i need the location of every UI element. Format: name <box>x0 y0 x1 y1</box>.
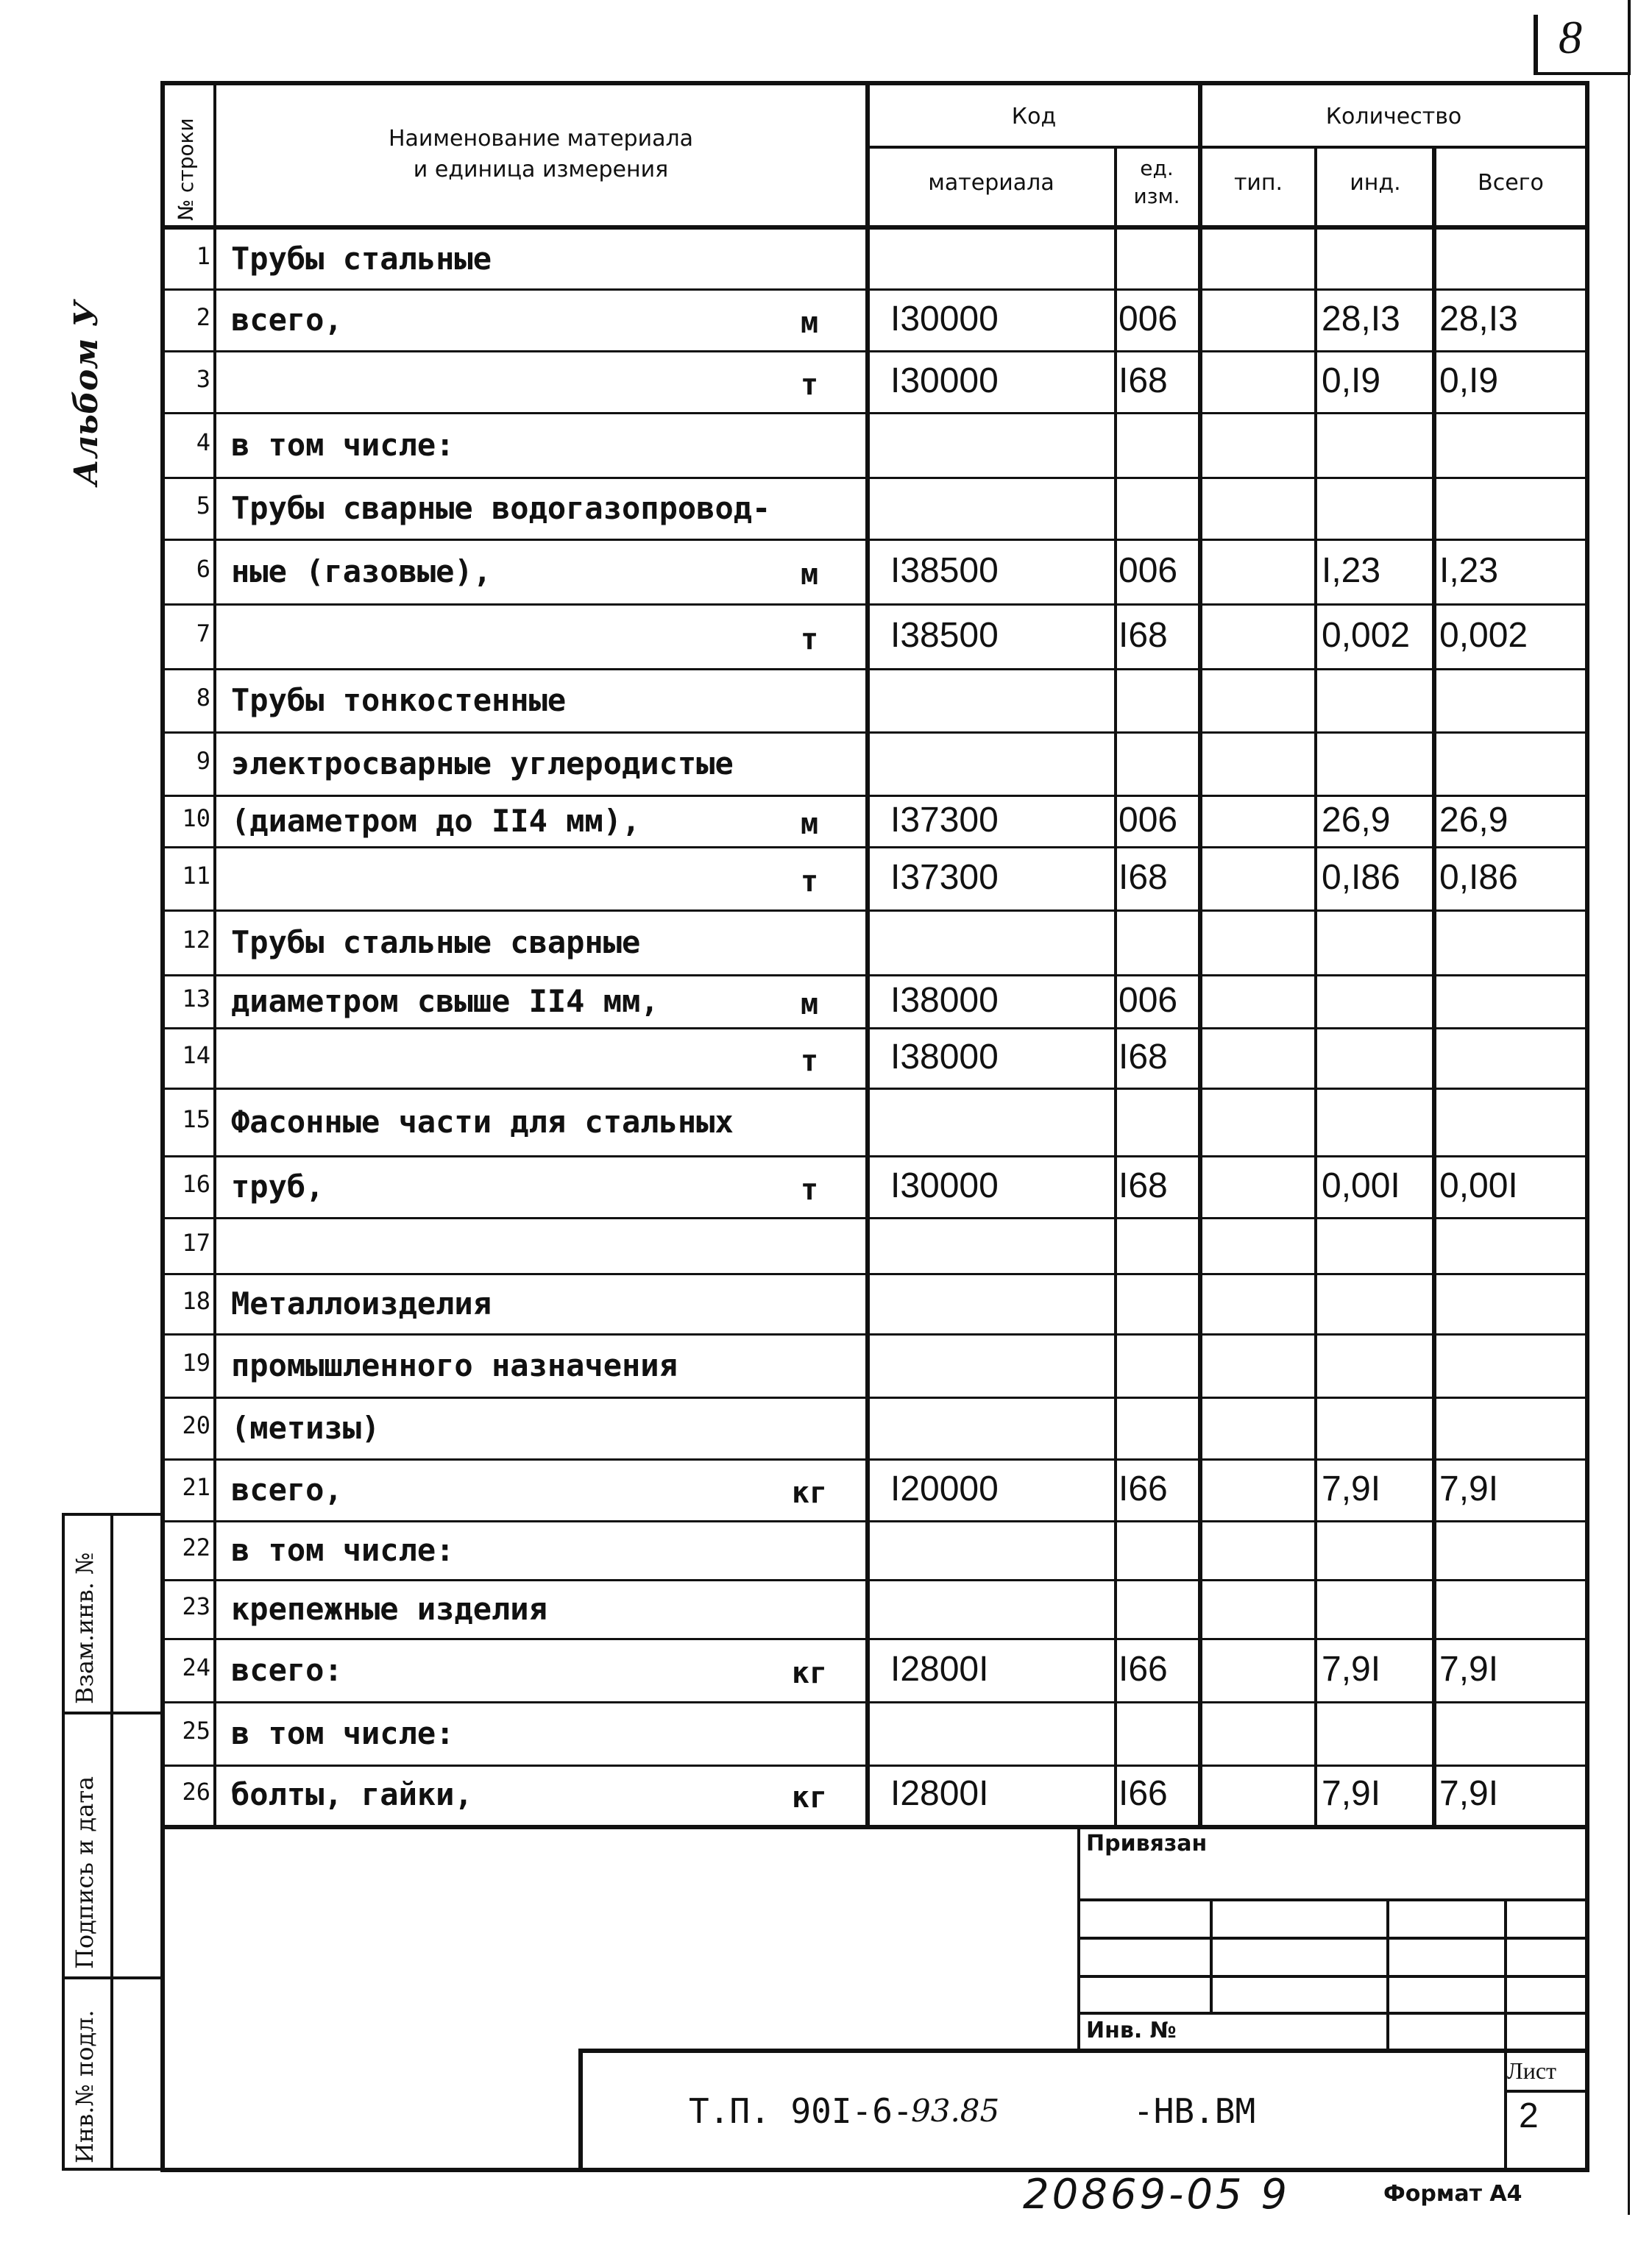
row-name: Трубы тонкостенные <box>231 682 567 718</box>
cell-qty-ind: 7,9I <box>1322 1650 1381 1689</box>
table-row <box>0 290 1652 352</box>
cell-qty-total: 0,00I <box>1439 1166 1518 1205</box>
cell-unit-code: I68 <box>1119 1038 1168 1077</box>
doc-code-handwritten: 93.85 <box>911 2093 1000 2129</box>
row-name: в том числе: <box>231 1715 455 1751</box>
table-row <box>0 1089 1652 1157</box>
cell-qty-total: 0,I9 <box>1439 361 1499 400</box>
doc-code-left: Т.П. 90I-6- <box>689 2091 913 2131</box>
row-name: всего, <box>231 302 343 338</box>
cell-material-code: I37300 <box>890 801 999 840</box>
cell-material-code: I30000 <box>890 361 999 400</box>
row-number: 8 <box>196 684 210 712</box>
table-row <box>0 848 1652 911</box>
cell-qty-ind: 26,9 <box>1322 801 1391 840</box>
cell-unit-code: I68 <box>1119 1166 1168 1205</box>
row-number: 16 <box>182 1170 210 1198</box>
header-code-group: Код <box>1011 104 1057 130</box>
cell-material-code: I30000 <box>890 299 999 338</box>
cell-unit-code: 006 <box>1119 551 1178 590</box>
doc-code-right: -НВ.ВМ <box>1133 2091 1256 2131</box>
cell-material-code: I20000 <box>890 1469 999 1508</box>
header-code-material: материала <box>928 170 1054 196</box>
vzam-inv-label: Взам.инв. № <box>71 1552 99 1704</box>
table-row <box>0 911 1652 976</box>
row-number: 5 <box>196 492 210 519</box>
row-unit-word: кг <box>791 1656 828 1690</box>
podpis-data-label: Подпись и дата <box>71 1776 99 1969</box>
inv-podl-label: Инв.№ подл. <box>71 2010 99 2163</box>
header-name-line1: Наименование материала <box>388 126 694 152</box>
cell-unit-code: I68 <box>1119 361 1168 400</box>
cell-qty-ind: 0,002 <box>1322 616 1411 655</box>
row-number: 11 <box>182 862 210 890</box>
table-row <box>0 796 1652 848</box>
table-row <box>0 1581 1652 1639</box>
row-number: 3 <box>196 365 210 393</box>
row-unit-word: кг <box>791 1781 828 1815</box>
row-name: всего: <box>231 1652 343 1688</box>
row-unit-word: т <box>800 368 819 402</box>
row-number: 23 <box>182 1592 210 1620</box>
row-number: 12 <box>182 926 210 954</box>
row-number: 15 <box>182 1105 210 1133</box>
table-row <box>0 478 1652 540</box>
sheet-label: Лист <box>1507 2057 1557 2084</box>
cell-qty-ind: 0,I9 <box>1322 361 1381 400</box>
row-name: электросварные углеродистые <box>231 745 734 781</box>
table-row <box>0 1157 1652 1219</box>
table-row <box>0 414 1652 478</box>
cell-unit-code: 006 <box>1119 801 1178 840</box>
row-number: 19 <box>182 1349 210 1377</box>
cell-qty-total: 28,I3 <box>1439 299 1518 338</box>
row-number: 10 <box>182 804 210 832</box>
cell-qty-ind: 0,I86 <box>1322 858 1400 897</box>
row-name: Трубы сварные водогазопровод- <box>231 490 771 526</box>
row-name: Трубы стальные сварные <box>231 924 641 960</box>
row-name: ные (газовые), <box>231 553 492 589</box>
row-number: 7 <box>196 620 210 648</box>
cell-material-code: I2800I <box>890 1774 989 1813</box>
cell-unit-code: 006 <box>1119 981 1178 1020</box>
row-number: 26 <box>182 1778 210 1806</box>
row-number: 25 <box>182 1717 210 1745</box>
cell-qty-total: 0,002 <box>1439 616 1528 655</box>
table-row <box>0 1398 1652 1460</box>
row-name: труб, <box>231 1168 325 1205</box>
page-number-top: 8 <box>1559 11 1582 63</box>
inv-no-label: Инв. № <box>1086 2018 1177 2043</box>
cell-material-code: I38000 <box>890 1038 999 1077</box>
cell-qty-total: 26,9 <box>1439 801 1509 840</box>
cell-qty-ind: 0,00I <box>1322 1166 1400 1205</box>
cell-unit-code: I68 <box>1119 616 1168 655</box>
table-row <box>0 1639 1652 1703</box>
footer-format: Формат А4 <box>1383 2181 1522 2207</box>
table-row <box>0 1703 1652 1766</box>
header-row-no: № строки <box>174 118 198 221</box>
table-row <box>0 1274 1652 1335</box>
row-number: 20 <box>182 1411 210 1439</box>
row-name: болты, гайки, <box>231 1776 473 1812</box>
cell-qty-ind: I,23 <box>1322 551 1381 590</box>
table-row <box>0 540 1652 605</box>
row-number: 14 <box>182 1041 210 1069</box>
row-name: Фасонные части для стальных <box>231 1104 734 1140</box>
row-name: Металлоизделия <box>231 1285 492 1322</box>
row-number: 13 <box>182 985 210 1013</box>
table-row <box>0 1029 1652 1089</box>
cell-qty-ind: 7,9I <box>1322 1469 1381 1508</box>
cell-qty-total: 0,I86 <box>1439 858 1518 897</box>
cell-qty-total: I,23 <box>1439 551 1499 590</box>
header-qty-group: Количество <box>1325 104 1462 130</box>
privyazan-label: Привязан <box>1086 1831 1208 1857</box>
row-name: в том числе: <box>231 427 455 463</box>
row-name: диаметром свыше II4 мм, <box>231 983 659 1019</box>
table-row <box>0 1460 1652 1522</box>
row-number: 17 <box>182 1229 210 1257</box>
table-row <box>0 1219 1652 1274</box>
album-label: Альбом У <box>68 300 105 486</box>
cell-material-code: I30000 <box>890 1166 999 1205</box>
table-row <box>0 670 1652 733</box>
table-row <box>0 733 1652 796</box>
table-row <box>0 976 1652 1029</box>
row-number: 21 <box>182 1473 210 1501</box>
cell-unit-code: I68 <box>1119 858 1168 897</box>
cell-qty-ind: 28,I3 <box>1322 299 1400 338</box>
row-unit-word: т <box>800 623 819 656</box>
header-name-line2: и единица измерения <box>413 157 669 182</box>
cell-qty-ind: 7,9I <box>1322 1774 1381 1813</box>
cell-qty-total: 7,9I <box>1439 1650 1499 1689</box>
row-number: 1 <box>196 242 210 270</box>
table-row <box>0 1766 1652 1825</box>
row-number: 2 <box>196 303 210 331</box>
row-number: 22 <box>182 1533 210 1561</box>
row-number: 9 <box>196 747 210 775</box>
table-row <box>0 605 1652 670</box>
row-name: (метизы) <box>231 1410 380 1446</box>
row-unit-word: м <box>800 807 819 841</box>
row-number: 24 <box>182 1653 210 1681</box>
header-code-unit: ед. изм. <box>1133 156 1180 208</box>
cell-material-code: I2800I <box>890 1650 989 1689</box>
header-qty-ind: инд. <box>1350 170 1401 196</box>
header-qty-total: Всего <box>1478 170 1544 196</box>
row-unit-word: т <box>800 865 819 898</box>
sheet-number: 2 <box>1519 2096 1539 2135</box>
cell-material-code: I38500 <box>890 616 999 655</box>
row-name: крепежные изделия <box>231 1591 547 1627</box>
header-qty-typ: тип. <box>1233 170 1283 196</box>
row-unit-word: т <box>800 1044 819 1078</box>
table-row <box>0 1522 1652 1581</box>
row-unit-word: м <box>800 987 819 1021</box>
row-unit-word: м <box>800 558 819 592</box>
table-row <box>0 1335 1652 1398</box>
row-name: (диаметром до II4 мм), <box>231 803 641 839</box>
row-number: 6 <box>196 555 210 583</box>
row-name: промышленного назначения <box>231 1347 678 1383</box>
row-unit-word: м <box>800 306 819 340</box>
cell-qty-total: 7,9I <box>1439 1774 1499 1813</box>
cell-material-code: I38500 <box>890 551 999 590</box>
cell-qty-total: 7,9I <box>1439 1469 1499 1508</box>
row-number: 4 <box>196 428 210 456</box>
cell-unit-code: I66 <box>1119 1469 1168 1508</box>
row-name: Трубы стальные <box>231 241 492 277</box>
cell-material-code: I38000 <box>890 981 999 1020</box>
row-number: 18 <box>182 1287 210 1315</box>
row-unit-word: т <box>800 1173 819 1207</box>
row-unit-word: кг <box>791 1476 828 1510</box>
cell-material-code: I37300 <box>890 858 999 897</box>
cell-unit-code: I66 <box>1119 1650 1168 1689</box>
row-name: всего, <box>231 1472 343 1508</box>
cell-unit-code: I66 <box>1119 1774 1168 1813</box>
table-row <box>0 352 1652 414</box>
footer-handwritten-number: 20869-05 9 <box>1023 2171 1291 2219</box>
cell-unit-code: 006 <box>1119 299 1178 338</box>
row-name: в том числе: <box>231 1532 455 1568</box>
table-row <box>0 230 1652 290</box>
